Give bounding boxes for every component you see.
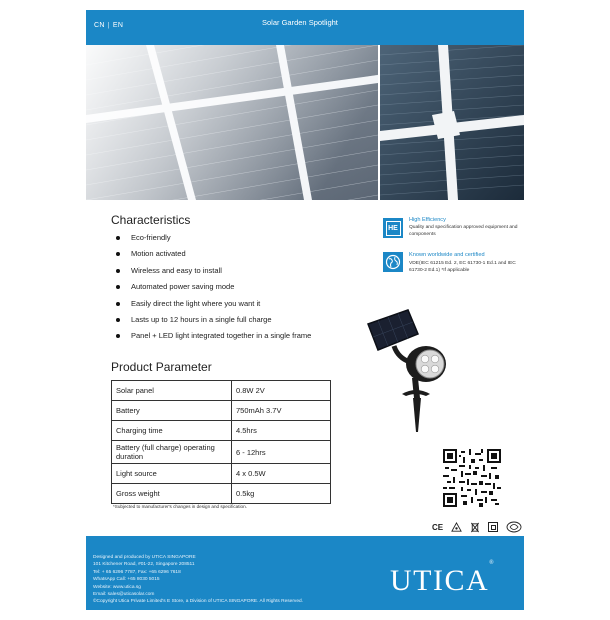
param-value: 6 - 12hrs [232, 441, 331, 464]
list-item: Eco-friendly [116, 230, 311, 246]
recycle-icon [451, 522, 462, 533]
characteristics-list [116, 230, 311, 345]
high-efficiency-text: Quality and specification approved equipment and components [409, 225, 518, 237]
param-label: Battery [112, 401, 232, 421]
footer-email-link[interactable]: Email: sales@uticasolar.com [93, 592, 155, 598]
footer-contact [93, 554, 303, 606]
table-row [112, 441, 331, 464]
param-label: Battery (full charge) operating duration [112, 441, 232, 464]
globe-icon [383, 252, 403, 272]
table-row [112, 484, 331, 504]
solar-panel-photo-right [380, 45, 524, 200]
class-ii-icon [488, 522, 498, 532]
language-switch [94, 22, 123, 29]
solar-spotlight-image [364, 306, 474, 436]
ce-mark: CE [432, 522, 444, 532]
solar-panel-photo-left [86, 45, 378, 200]
list-item: Lasts up to 12 hours in a single full charge [116, 312, 311, 328]
footer-line: Designed and produced by UTICA SINGAPORE [93, 555, 196, 560]
table-row [112, 381, 331, 401]
high-efficiency-icon [383, 218, 403, 238]
weee-bin-icon [470, 522, 480, 533]
pv-cycle-icon [506, 521, 522, 533]
characteristics-heading: Characteristics [111, 213, 191, 227]
lang-en-link[interactable]: EN [112, 22, 124, 29]
footer-phone: Tel: + 65 6296 7787, Fax: +65 6296 7618 [93, 569, 181, 575]
header-bar [86, 10, 524, 45]
footer [86, 536, 524, 610]
spec-footnote: *Subjected to manufacturer's changes in design and specification. [113, 504, 247, 509]
lang-separator: | [107, 22, 110, 29]
table-row [112, 421, 331, 441]
param-label: Light source [112, 464, 232, 484]
datasheet-page [86, 10, 524, 610]
param-value: 0.5kg [232, 484, 331, 504]
list-item: Motion activated [116, 246, 311, 262]
registered-mark: ® [489, 560, 494, 566]
list-item: Easily direct the light where you want it [116, 296, 311, 312]
param-label: Gross weight [112, 484, 232, 504]
footer-address: 101 Kitchener Road, #01-22, Singapore 208511 [93, 562, 195, 568]
lang-cn-link[interactable]: CN [94, 22, 105, 29]
footer-copyright: ©Copyright Utica Private Limited's E Store, a Division of UTICA SINGAPORE. All Rights Reserved. [93, 599, 303, 605]
param-value: 750mAh 3.7V [232, 401, 331, 421]
param-label: Solar panel [112, 381, 232, 401]
product-parameter-heading: Product Parameter [111, 360, 212, 374]
param-value: 4.5hrs [232, 421, 331, 441]
list-item: Wireless and easy to install [116, 263, 311, 279]
param-value: 0.8W 2V [232, 381, 331, 401]
footer-website-link[interactable]: Website: www.utica.sg [93, 584, 141, 590]
list-item: Panel + LED light integrated together in a single frame [116, 328, 311, 344]
param-value: 4 x 0.5W [232, 464, 331, 484]
table-row [112, 401, 331, 421]
list-item: Automated power saving mode [116, 279, 311, 295]
table-row [112, 464, 331, 484]
certification-marks [432, 520, 522, 534]
certified-text: VDE(IEC 61215 Ed. 2, EC 61730-1 Ed.1 and IEC 61730-2 Ed.1) *If applicable [409, 261, 516, 273]
qr-code[interactable] [443, 449, 501, 507]
he-badge-label: HE [386, 221, 401, 236]
high-efficiency-heading: High Efficiency [409, 217, 446, 223]
parameter-table [111, 380, 331, 504]
param-label: Charging time [112, 421, 232, 441]
brand-name: UTICA [390, 564, 490, 597]
certified-heading: Known worldwide and certified [409, 252, 485, 258]
utica-logo [390, 560, 494, 598]
footer-whatsapp: WhatsApp Call: +65 8030 5015 [93, 577, 160, 583]
page-title: Solar Garden Spotlight [262, 18, 338, 27]
